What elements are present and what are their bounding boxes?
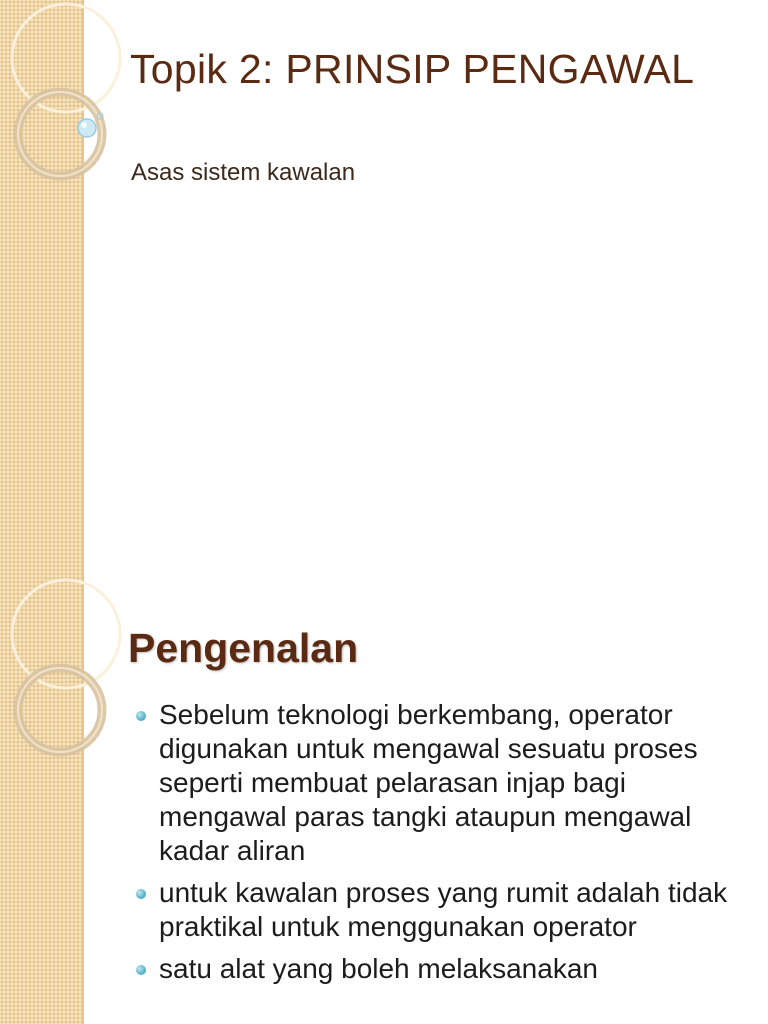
bullet-item <box>136 876 746 944</box>
bullet-dot-icon <box>136 711 146 721</box>
bullet-text: untuk kawalan proses yang rumit adalah tidak praktikal untuk menggunakan operator <box>159 877 728 942</box>
bullet-dot-icon <box>136 965 146 975</box>
bullet-list <box>136 698 746 994</box>
bullet-item <box>136 698 746 868</box>
slide-introduction <box>0 576 768 1024</box>
bullet-dot-icon <box>136 889 146 899</box>
bullet-text: Sebelum teknologi berkembang, operator digunakan untuk mengawal sesuatu proses seperti membuat pelarasan injap bagi mengawal paras tangki ataupun mengawal kadar aliran <box>159 699 698 866</box>
bullet-text: satu alat yang boleh melaksanakan <box>159 953 598 984</box>
slide-title-text: Topik 2: PRINSIP PENGAWAL <box>130 46 695 92</box>
slide-subtitle: Asas sistem kawalan <box>131 159 356 186</box>
decorative-rings-icon <box>0 0 130 200</box>
slide-heading: Pengenalan <box>128 625 359 671</box>
bullet-item <box>136 952 746 986</box>
decorative-rings-icon <box>0 576 130 776</box>
